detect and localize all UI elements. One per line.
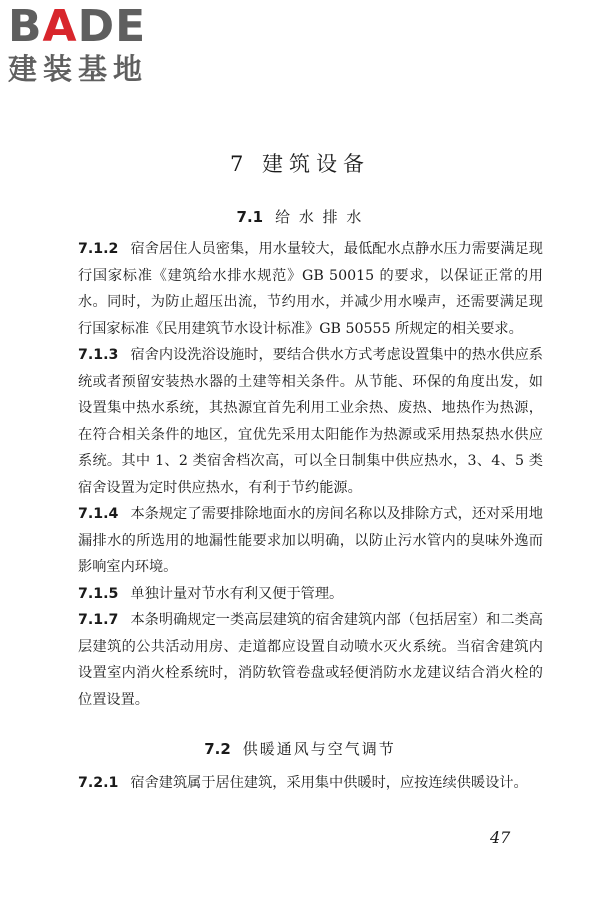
clause-7-1-2 bbox=[78, 236, 543, 342]
clause-number: 7.1.2 bbox=[78, 241, 119, 257]
chapter-title: 7 建筑设备 bbox=[229, 152, 371, 176]
section-name: 给 水 排 水 bbox=[275, 208, 364, 226]
clause-number: 7.1.5 bbox=[78, 585, 119, 602]
section-number: 7.1 bbox=[236, 208, 264, 226]
section-title-7-1 bbox=[0, 206, 600, 227]
clause-7-2-1 bbox=[78, 770, 543, 797]
clause-text: 本条规定了需要排除地面水的房间名称以及排除方式，还对采用地漏排水的所选用的地漏性能要求加以明确，以防止污水管内的臭味外逸而影响室内环境。 bbox=[78, 506, 543, 575]
clause-number: 7.2.1 bbox=[78, 775, 119, 791]
clause-number: 7.1.3 bbox=[78, 347, 119, 363]
logo-subtitle: 建装基地 bbox=[8, 52, 149, 86]
clause-text: 单独计量对节水有利又便于管理。 bbox=[130, 585, 344, 602]
clause-number: 7.1.4 bbox=[78, 506, 119, 522]
logo-letter-b: B bbox=[8, 1, 43, 52]
section-7-2-body bbox=[78, 770, 543, 797]
page-number: 47 bbox=[490, 828, 511, 847]
logo-letters-de: DE bbox=[77, 1, 147, 52]
clause-text: 宿舍内设洗浴设施时，要结合供水方式考虑设置集中的热水供应系统或者预留安装热水器的土建等相关条件。从节能、环保的角度出发，如设置集中热水系统，其热源宜首先利用工业余热、废热、地热作为热源，在符合相关条件的地区，宜优先采用太阳能作为热源或采用热泵热水供应系统。其中 1、2 类宿舍档次高，可以全日制集中供应热水，3、4、5 类宿舍设置为定时供应热水，有利于节约能源。 bbox=[78, 347, 543, 496]
clause-7-1-5 bbox=[78, 581, 543, 608]
section-title-7-2 bbox=[0, 738, 600, 759]
logo-letter-a: A bbox=[42, 1, 78, 52]
bade-logo bbox=[8, 1, 178, 86]
logo-wordmark bbox=[8, 1, 178, 52]
clause-text: 宿舍居住人员密集，用水量较大，最低配水点静水压力需要满足现行国家标准《建筑给水排水规范》GB 50015 的要求，以保证正常的用水。同时，为防止超压出流，节约用水，并减少用水噪声，还需要满足现行国家标准《民用建筑节水设计标准》GB 50555 所规定的相关要求。 bbox=[78, 241, 543, 337]
clause-text: 本条明确规定一类高层建筑的宿舍建筑内部（包括居室）和二类高层建筑的公共活动用房、走道都应设置自动喷水灭火系统。当宿舍建筑内设置室内消火栓系统时，消防软管卷盘或轻便消防水龙建议结合消火栓的位置设置。 bbox=[78, 612, 543, 708]
clause-text: 宿舍建筑属于居住建筑，采用集中供暖时，应按连续供暖设计。 bbox=[130, 775, 528, 791]
clause-7-1-3 bbox=[78, 342, 543, 501]
clause-7-1-4 bbox=[78, 501, 543, 581]
section-number: 7.2 bbox=[204, 740, 231, 758]
section-name: 供暖通风与空气调节 bbox=[242, 740, 396, 758]
clause-number: 7.1.7 bbox=[78, 612, 119, 628]
clause-7-1-7 bbox=[78, 607, 543, 713]
section-7-1-body bbox=[78, 236, 543, 713]
